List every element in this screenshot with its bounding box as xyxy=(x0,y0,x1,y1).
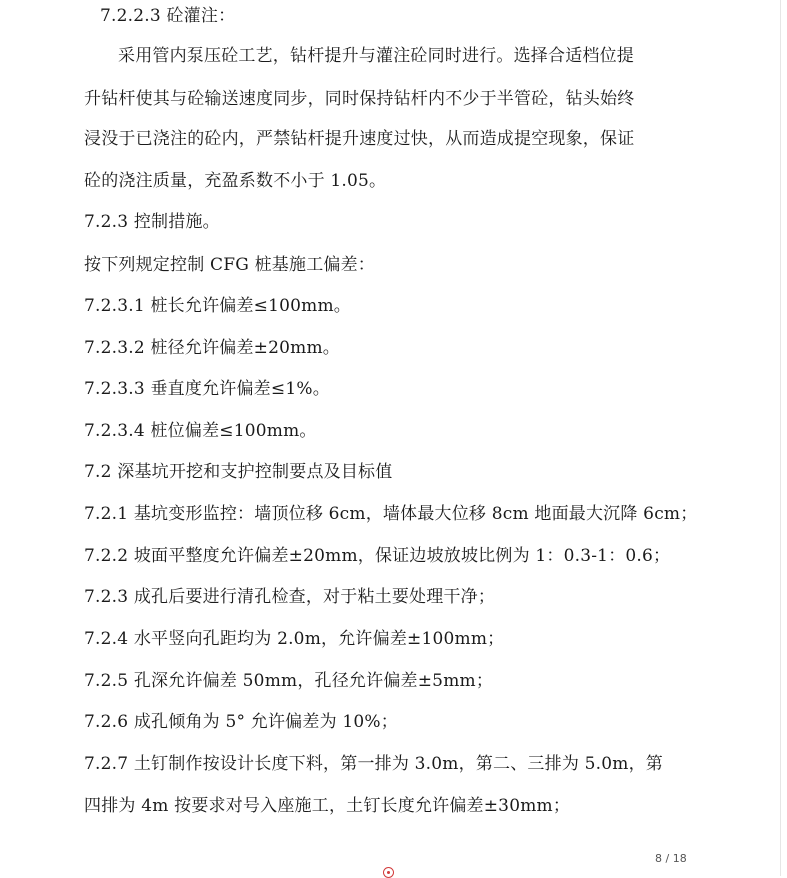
list-item-soil-nail-line-1: 7.2.7 土钉制作按设计长度下料，第一排为 3.0m，第二、三排为 5.0m，第 xyxy=(84,754,663,774)
paragraph-line-3: 浸没于已浇注的砼内，严禁钻杆提升速度过快，从而造成提空现象，保证 xyxy=(84,129,635,149)
section-heading-control-measures: 7.2.3 控制措施。 xyxy=(84,212,220,232)
list-item-deformation-monitoring: 7.2.1 基坑变形监控：墙顶位移 6cm，墙体最大位移 8cm 地面最大沉降 6cm； xyxy=(84,504,698,524)
page-edge-divider xyxy=(780,0,781,876)
intro-line-cfg-deviation: 按下列规定控制 CFG 桩基施工偏差： xyxy=(84,255,375,275)
list-item-pile-length: 7.2.3.1 桩长允许偏差≤100mm。 xyxy=(84,296,352,316)
list-item-verticality: 7.2.3.3 垂直度允许偏差≤1%。 xyxy=(84,379,330,399)
paragraph-line-2: 升钻杆使其与砼输送速度同步，同时保持钻杆内不少于半管砼，钻头始终 xyxy=(84,89,635,109)
list-item-pile-position: 7.2.3.4 桩位偏差≤100mm。 xyxy=(84,421,317,441)
list-item-slope-flatness: 7.2.2 坡面平整度允许偏差±20mm，保证边坡放坡比例为 1：0.3-1：0.6； xyxy=(84,546,671,566)
target-marker-icon xyxy=(383,867,394,878)
list-item-pile-diameter: 7.2.3.2 桩径允许偏差±20mm。 xyxy=(84,338,340,358)
list-item-hole-spacing: 7.2.4 水平竖向孔距均为 2.0m，允许偏差±100mm； xyxy=(84,629,505,649)
subsection-heading-concrete-pouring: 7.2.2.3 砼灌注： xyxy=(100,6,236,26)
section-heading-excavation: 7.2 深基坑开挖和支护控制要点及目标值 xyxy=(84,462,393,482)
list-item-soil-nail-line-2: 四排为 4m 按要求对号入座施工，土钉长度允许偏差±30mm； xyxy=(84,796,571,816)
list-item-hole-cleaning: 7.2.3 成孔后要进行清孔检查，对于粘土要处理干净； xyxy=(84,587,496,607)
paragraph-line-4: 砼的浇注质量，充盈系数不小于 1.05。 xyxy=(84,171,387,191)
page-number: 8 / 18 xyxy=(655,852,687,865)
paragraph-line-1: 采用管内泵压砼工艺，钻杆提升与灌注砼同时进行。选择合适档位提 xyxy=(118,46,634,66)
list-item-hole-angle: 7.2.6 成孔倾角为 5° 允许偏差为 10%； xyxy=(84,712,398,732)
list-item-hole-depth: 7.2.5 孔深允许偏差 50mm，孔径允许偏差±5mm； xyxy=(84,671,494,691)
